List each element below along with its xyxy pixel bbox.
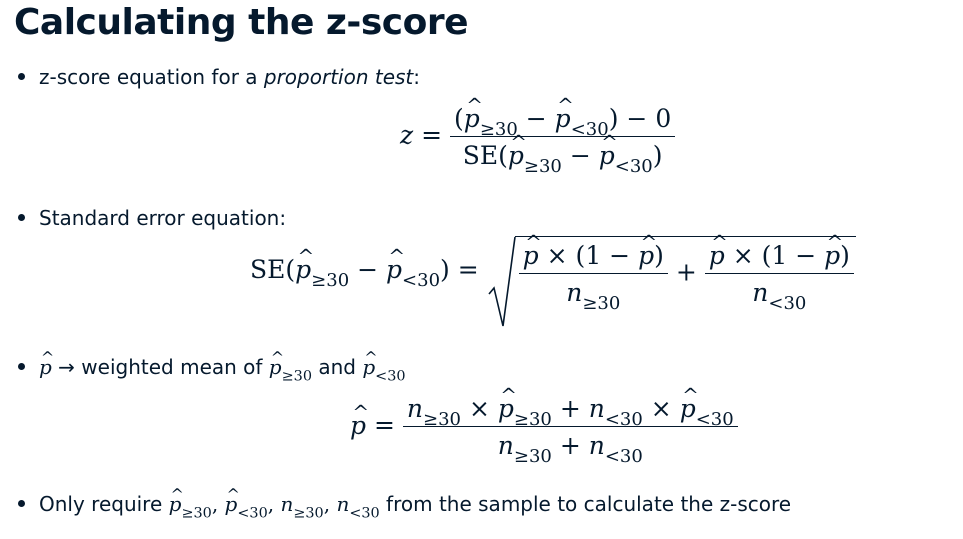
- math-symbol: ^ p: [464, 104, 480, 133]
- math-subscript: ≥30: [181, 505, 212, 522]
- math-subscript: ≥30: [582, 293, 621, 315]
- math-subscript: <30: [375, 368, 406, 385]
- fraction-denominator: [403, 427, 738, 468]
- math-subscript: <30: [237, 505, 268, 522]
- bullet-text: Only require: [39, 492, 169, 516]
- fraction: [450, 104, 675, 178]
- bullet-text: Standard error equation:: [39, 206, 287, 230]
- math-symbol: ^ p: [824, 241, 840, 270]
- square-root: [487, 236, 856, 315]
- math-symbol: ^ p: [269, 355, 282, 379]
- math-punctuation: ,: [211, 492, 219, 516]
- math-symbol: n: [588, 394, 605, 423]
- math-function: SE: [462, 141, 499, 170]
- math-number: 1: [585, 241, 602, 270]
- math-operator: +: [559, 394, 581, 423]
- fraction: [519, 241, 668, 315]
- math-symbol: ^ p: [362, 355, 375, 379]
- math-subscript: <30: [614, 156, 653, 178]
- bullet-text: weighted mean of: [74, 355, 269, 379]
- math-symbol: z: [400, 120, 414, 150]
- fraction: [705, 241, 854, 315]
- math-symbol: ^ p: [638, 241, 654, 270]
- bullet-sample-requirements: [18, 492, 792, 522]
- bullet-dot-icon: [18, 214, 25, 221]
- math-symbol: ^ p: [350, 411, 366, 440]
- bullet-weighted-mean: [18, 355, 406, 385]
- math-subscript: ≥30: [311, 270, 350, 292]
- math-symbol: ^ p: [386, 255, 402, 284]
- math-symbol: n: [497, 431, 514, 460]
- math-symbol: ^ p: [39, 355, 52, 379]
- bullet-text: from the sample to calculate the z-score: [379, 492, 792, 516]
- math-subscript: <30: [402, 270, 441, 292]
- bullet-dot-icon: [18, 73, 25, 80]
- math-subscript: ≥30: [281, 368, 312, 385]
- bullet-text: and: [311, 355, 363, 379]
- math-symbol: ^ p: [680, 394, 696, 423]
- math-operator: =: [421, 120, 443, 150]
- fraction-numerator: ^ p × (1 − ^ p): [519, 241, 668, 274]
- math-subscript: <30: [349, 505, 380, 522]
- math-operator: ×: [468, 394, 490, 423]
- math-subscript: ≥30: [422, 409, 461, 431]
- math-symbol: ^ p: [169, 492, 182, 516]
- math-symbol: ^ p: [709, 241, 725, 270]
- math-subscript: <30: [604, 409, 643, 431]
- fraction-denominator: SE(^ $p_{\ge 30}$ − ^ $p_{<30}$): [450, 137, 675, 170]
- math-operator: −: [357, 255, 379, 284]
- math-operator: =: [457, 255, 479, 284]
- bullet-z-score-equation: [18, 65, 420, 89]
- math-subscript: ≥30: [523, 156, 562, 178]
- math-subscript: <30: [604, 446, 643, 468]
- math-operator: −: [569, 141, 591, 170]
- bullet-text: z-score equation for a: [39, 65, 264, 89]
- math-symbol: n: [588, 431, 605, 460]
- fraction: [403, 394, 738, 468]
- bullet-dot-icon: [18, 500, 25, 507]
- math-number: 1: [771, 241, 788, 270]
- fraction-numerator: [403, 394, 738, 431]
- math-operator: −: [525, 104, 547, 133]
- standard-error-equation: SE(^ $p_{\ge 30}$ − ^ $p_{<30}$) = ^ $\frac{p \times (1 - \^{} p)}{n_{\ge 30}}$ + ^ $\frac{p \times (1 - \^{} p)}{n_{<30}}$: [250, 236, 856, 307]
- fraction-denominator: [519, 274, 668, 315]
- math-symbol: ^ p: [225, 492, 238, 516]
- math-number: 0: [655, 104, 672, 133]
- math-subscript: ≥30: [513, 446, 552, 468]
- math-symbol: n: [566, 278, 583, 307]
- math-operator: −: [609, 241, 631, 270]
- math-subscript: <30: [768, 293, 807, 315]
- fraction-denominator: [705, 274, 854, 315]
- bullet-standard-error: [18, 206, 286, 230]
- math-operator: +: [675, 257, 697, 287]
- bullet-emphasis: proportion test: [263, 65, 414, 89]
- math-operator: ×: [546, 241, 568, 270]
- math-symbol: n: [406, 394, 423, 423]
- fraction-numerator: ^ p × (1 − ^ p): [705, 241, 854, 274]
- radical-sign-icon: [487, 236, 517, 328]
- math-operator: −: [795, 241, 817, 270]
- math-subscript: ≥30: [293, 505, 324, 522]
- math-symbol: ^ p: [295, 255, 311, 284]
- math-symbol: n: [280, 492, 294, 516]
- bullet-dot-icon: [18, 363, 25, 370]
- z-score-equation: [400, 104, 675, 178]
- math-operator: ×: [732, 241, 754, 270]
- math-subscript: ≥30: [513, 409, 552, 431]
- page-title: Calculating the z-score: [14, 2, 468, 43]
- fraction-numerator: (^ $p_{\ge 30}$ − ^ $p_{<30}) - 0$: [450, 104, 675, 137]
- bullet-text: :: [413, 65, 421, 89]
- math-punctuation: ,: [267, 492, 275, 516]
- math-symbol: n: [336, 492, 350, 516]
- math-operator: −: [626, 104, 648, 133]
- math-symbol: ^ p: [523, 241, 539, 270]
- arrow-right-icon: →: [58, 355, 75, 379]
- math-punctuation: ,: [323, 492, 331, 516]
- math-operator: +: [559, 431, 581, 460]
- math-operator: =: [373, 410, 395, 440]
- math-symbol: ^ p: [599, 141, 615, 170]
- math-subscript: <30: [695, 409, 734, 431]
- math-function: SE: [250, 255, 286, 284]
- math-symbol: ^ p: [498, 394, 514, 423]
- math-symbol: n: [752, 278, 769, 307]
- pooled-proportion-equation: [350, 394, 738, 468]
- math-operator: ×: [650, 394, 672, 423]
- math-symbol: ^ p: [508, 141, 524, 170]
- math-subscript: <30: [570, 119, 609, 141]
- math-subscript: ≥30: [479, 119, 518, 141]
- math-symbol: ^ p: [555, 104, 571, 133]
